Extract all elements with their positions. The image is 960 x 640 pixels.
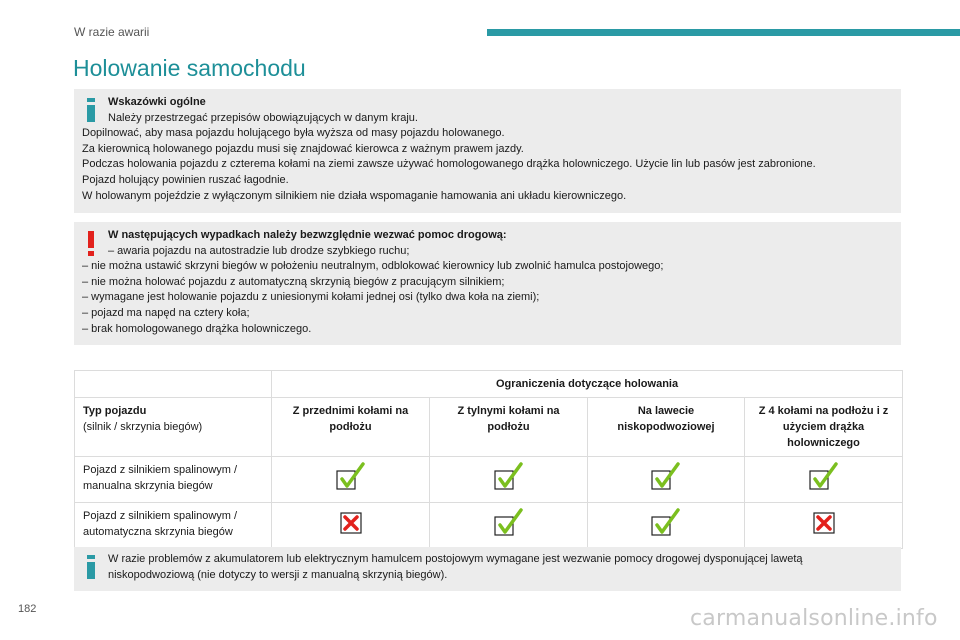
table-row: [75, 503, 903, 549]
warning-box: [74, 222, 901, 345]
warning-heading: W następujących wypadkach należy bezwzględnie wezwać pomoc drogową:: [108, 229, 507, 241]
row-header-sub: (silnik / skrzynia biegów): [83, 421, 203, 433]
row-label: Pojazd z silnikiem spalinowym / automatyczna skrzynia biegów: [75, 503, 272, 549]
check-icon: [809, 462, 839, 492]
info-heading: Wskazówki ogólne: [108, 96, 206, 108]
mark-cell: [430, 503, 588, 549]
header-section-label: W razie awarii: [74, 25, 150, 39]
check-icon: [651, 462, 681, 492]
column-header: Na lawecie niskopodwoziowej: [588, 398, 745, 457]
header-accent-bar: [487, 29, 960, 36]
info-box: [74, 89, 901, 213]
note-line: W razie problemów z akumulatorem lub elektrycznym hamulcem postojowym wymagane jest wezwanie pomocy drogowej dysponującej lawetą: [108, 553, 803, 565]
info-line: Należy przestrzegać przepisów obowiązujących w danym kraju.: [108, 111, 418, 124]
table-row: [75, 457, 903, 503]
check-icon: [494, 462, 524, 492]
note-line: niskopodwoziową (nie dotyczy to wersji z manualną skrzynią biegów).: [108, 568, 448, 581]
warning-item: – wymagane jest holowanie pojazdu z uniesionymi kołami jednej osi (tylko dwa koła na ziemi);: [82, 291, 540, 304]
check-icon: [336, 462, 366, 492]
row-label: Pojazd z silnikiem spalinowym / manualna skrzynia biegów: [75, 457, 272, 503]
warning-item: – awaria pojazdu na autostradzie lub drodze szybkiego ruchu;: [108, 244, 410, 257]
cross-icon: [809, 508, 839, 538]
mark-cell: [588, 457, 745, 503]
watermark: carmanualsonline.info: [690, 606, 938, 631]
warning-item: – pojazd ma napęd na cztery koła;: [82, 306, 250, 319]
column-header: Z tylnymi kołami na podłożu: [430, 398, 588, 457]
mark-cell: [430, 457, 588, 503]
info-line: Za kierownicą holowanego pojazdu musi się znajdować kierowca z ważnym prawem jazdy.: [82, 142, 524, 155]
info-line: Pojazd holujący powinien ruszać łagodnie.: [82, 173, 289, 186]
exclamation-icon: [87, 231, 95, 255]
warning-item: – nie można holować pojazdu z automatyczną skrzynią biegów z pracującym silnikiem;: [82, 275, 505, 288]
row-header-title: Typ pojazdu: [83, 405, 147, 417]
page-number: 182: [18, 603, 37, 615]
cross-icon: [336, 508, 366, 538]
table-column-header-row: [75, 398, 903, 457]
row-header-cell: [75, 398, 272, 457]
column-header: Z 4 kołami na podłożu i z użyciem drążka holowniczego: [745, 398, 903, 457]
info-icon: [87, 555, 95, 579]
page-title: Holowanie samochodu: [73, 55, 306, 81]
check-icon: [494, 508, 524, 538]
warning-item: – nie można ustawić skrzyni biegów w położeniu neutralnym, odblokować kierownicy lub zwolnić hamulca postojowego;: [82, 260, 664, 273]
check-icon: [651, 508, 681, 538]
info-line: Dopilnować, aby masa pojazdu holującego była wyższa od masy pojazdu holowanego.: [82, 127, 505, 140]
towing-limits-table: [74, 370, 903, 549]
warning-item: – brak homologowanego drążka holowniczego.: [82, 322, 312, 335]
note-box: [74, 547, 901, 591]
mark-cell: [745, 457, 903, 503]
mark-cell: [745, 503, 903, 549]
info-line: Podczas holowania pojazdu z czterema kołami na ziemi zawsze używać homologowanego drążka holowniczego. Użycie lin lub pasów jest zabronione.: [82, 158, 816, 171]
table-group-header-row: [75, 371, 903, 398]
column-header: Z przednimi kołami na podłożu: [272, 398, 430, 457]
mark-cell: [272, 457, 430, 503]
table-group-header: Ograniczenia dotyczące holowania: [272, 371, 903, 398]
info-icon: [87, 98, 95, 122]
info-line: W holowanym pojeździe z wyłączonym silnikiem nie działa wspomaganie hamowania ani układu kierowniczego.: [82, 189, 627, 202]
mark-cell: [588, 503, 745, 549]
mark-cell: [272, 503, 430, 549]
table-corner-cell: [75, 371, 272, 398]
